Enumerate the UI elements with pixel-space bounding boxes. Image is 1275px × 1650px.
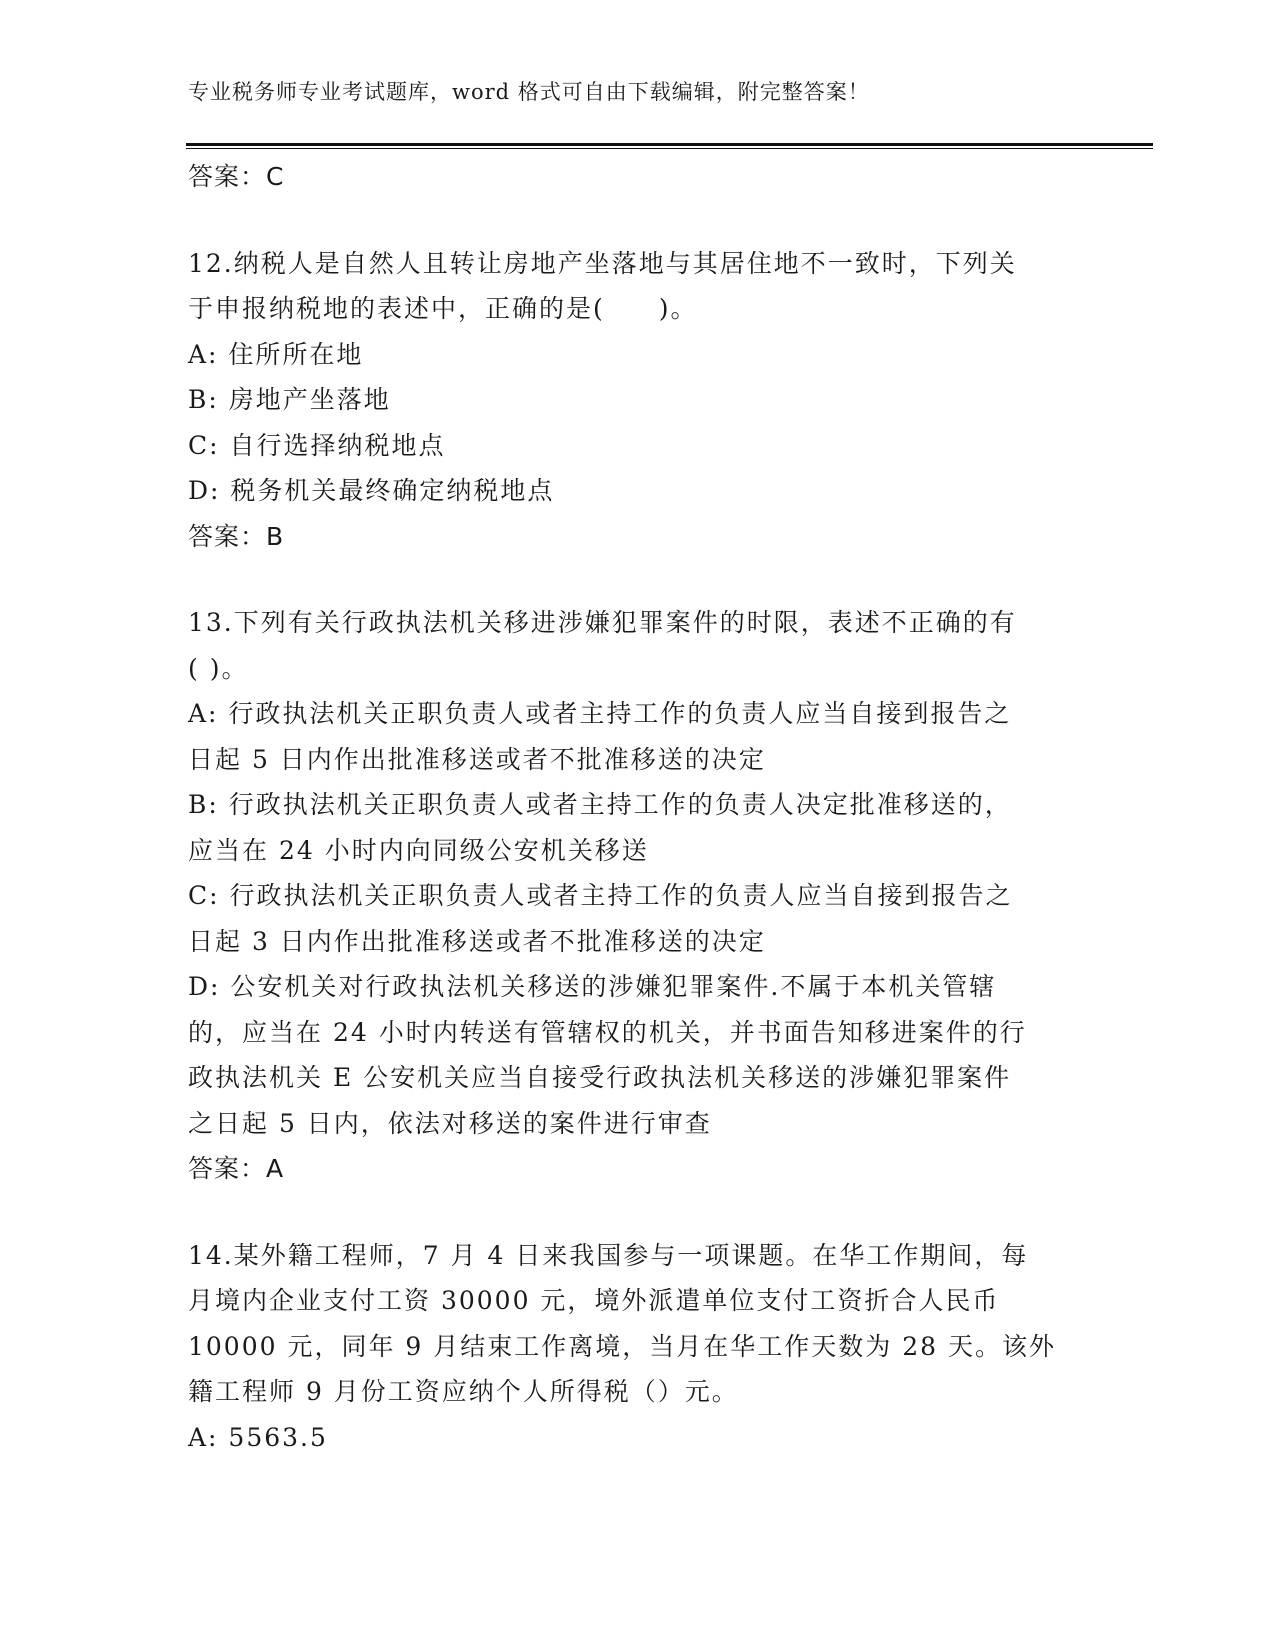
option-d-line: 政执法机关 E 公安机关应当自接受行政执法机关移送的涉嫌犯罪案件 bbox=[188, 1063, 1012, 1092]
answer-12: 答案：B bbox=[188, 521, 285, 551]
spacer bbox=[188, 200, 1088, 241]
question-12 bbox=[188, 241, 1088, 560]
question-text-line: ( )。 bbox=[188, 653, 249, 683]
answer-previous: 答案：C bbox=[188, 162, 285, 191]
question-text-line: 13.下列有关行政执法机关移进涉嫌犯罪案件的时限，表述不正确的有 bbox=[188, 608, 1017, 637]
answer-13: 答案：A bbox=[188, 1154, 285, 1183]
header-rule-thin bbox=[186, 148, 1153, 149]
page-header: 专业税务师专业考试题库，word 格式可自由下载编辑，附完整答案！ bbox=[188, 80, 870, 104]
option-b: B: 房地产坐落地 bbox=[188, 385, 391, 414]
option-d-line: 之日起 5 日内，依法对移送的案件进行审查 bbox=[188, 1108, 712, 1138]
header-rule-thick bbox=[186, 143, 1153, 146]
question-14 bbox=[188, 1233, 1088, 1461]
option-b-line: 应当在 24 小时内向同级公安机关移送 bbox=[188, 835, 649, 865]
option-c-line: C: 行政执法机关正职负责人或者主持工作的负责人应当自接到报告之 bbox=[188, 881, 1013, 910]
question-text-line: 籍工程师 9 月份工资应纳个人所得税（）元。 bbox=[188, 1377, 739, 1406]
question-text-line: 于申报纳税地的表述中，正确的是( )。 bbox=[188, 294, 698, 323]
option-c: C: 自行选择纳税地点 bbox=[188, 430, 446, 460]
option-a-line: 日起 5 日内作出批准移送或者不批准移送的决定 bbox=[188, 744, 766, 774]
spacer bbox=[188, 559, 1088, 600]
option-d-line: D: 公安机关对行政执法机关移送的涉嫌犯罪案件.不属于本机关管辖 bbox=[188, 972, 997, 1001]
option-d: D: 税务机关最终确定纳税地点 bbox=[188, 476, 555, 505]
spacer bbox=[188, 1192, 1088, 1233]
option-b-line: B: 行政执法机关正职负责人或者主持工作的负责人决定批准移送的， bbox=[188, 790, 1012, 819]
question-text-line: 月境内企业支付工资 30000 元，境外派遣单位支付工资折合人民币 bbox=[188, 1286, 1000, 1315]
option-a-line: A: 行政执法机关正职负责人或者主持工作的负责人应当自接到报告之 bbox=[188, 699, 1012, 728]
option-a: A: 住所所在地 bbox=[188, 339, 364, 369]
question-13 bbox=[188, 600, 1088, 1192]
option-c-line: 日起 3 日内作出批准移送或者不批准移送的决定 bbox=[188, 926, 766, 956]
question-content bbox=[188, 154, 1088, 1460]
option-d-line: 的，应当在 24 小时内转送有管辖权的机关，并书面告知移进案件的行 bbox=[188, 1017, 1027, 1047]
question-text-line: 14.某外籍工程师，7 月 4 日来我国参与一项课题。在华工作期间，每 bbox=[188, 1240, 1029, 1270]
question-text-line: 12.纳税人是自然人且转让房地产坐落地与其居住地不一致时，下列关 bbox=[188, 248, 1017, 278]
question-text-line: 10000 元，同年 9 月结束工作离境，当月在华工作天数为 28 天。该外 bbox=[188, 1331, 1056, 1361]
option-a: A: 5563.5 bbox=[188, 1422, 328, 1452]
